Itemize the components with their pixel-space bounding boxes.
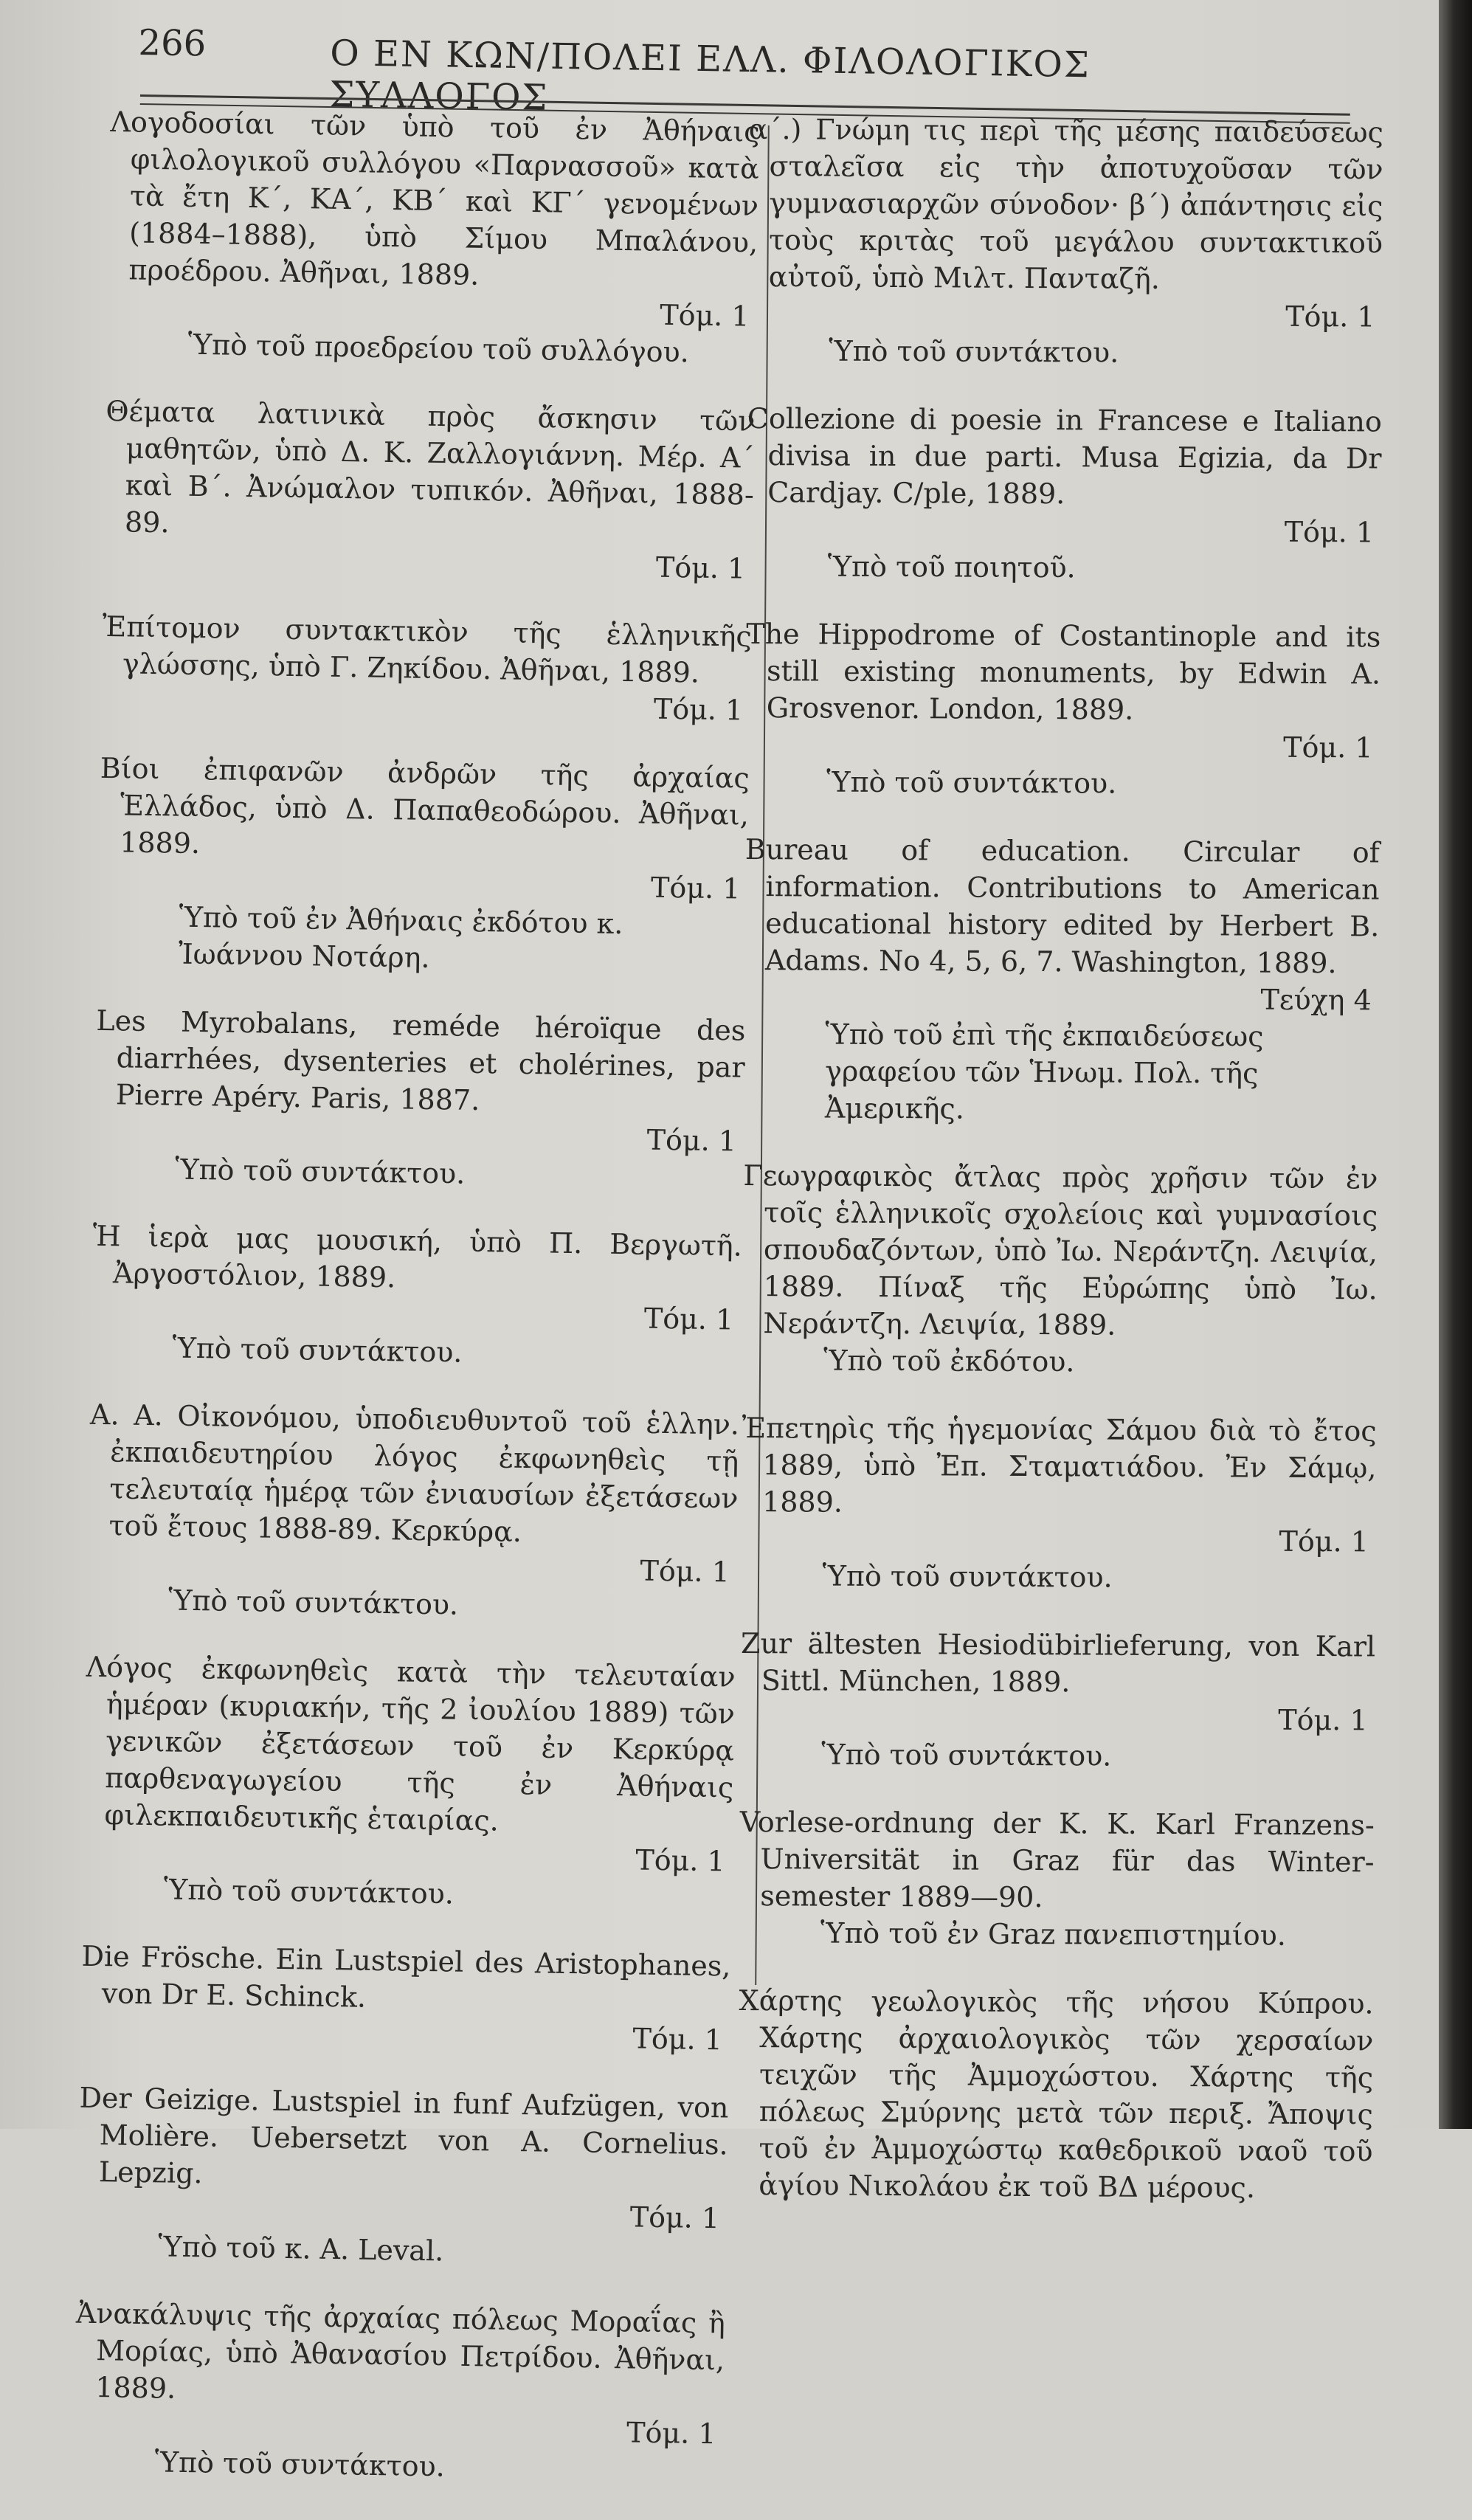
running-title: Ο ΕΝ ΚΩΝ/ΠΟΛΕΙ ΕΛΛ. ΦΙΛΟΛΟΓΙΚΟΣ ΣΥΛΛΟΓΟΣ	[329, 32, 1091, 119]
volume-count: Τόμ. 1	[1285, 300, 1375, 334]
catalog-entry	[97, 750, 750, 981]
volume-count: Τόμ. 1	[626, 2416, 716, 2451]
entry-text: Les Myrobalans, reméde héroïque des diarrhées, dysenteries et cholérines, par Pierre Apéry. Paris, 1887.	[96, 1004, 746, 1117]
right-column	[738, 111, 1383, 2237]
volume-count: Τόμ. 1	[650, 871, 741, 905]
catalog-entry	[741, 1409, 1376, 1597]
catalog-entry	[73, 2295, 725, 2490]
catalog-entry	[744, 831, 1380, 1129]
entry-text: Der Geizige. Lustspiel in funf Aufzügen, von Molière. Uebersetzt von A. Cornelius. Lepzig.	[79, 2081, 729, 2190]
entry-text: Λόγος ἐκφωνηθεὶς κατὰ τὴν τελευταίαν ἡμέραν (κυριακήν, τῆς 2 ἰουλίου 1889) τῶν γενικῶν ἐξετάσεων τοῦ ἐν Κερκύρᾳ παρθεναγωγείου τῆς ἐν Ἀθήναις φιλεκπαιδευτικῆς ἑταιρίας.	[86, 1650, 736, 1837]
donor-line: Ὑπὸ τοῦ προεδρείου τοῦ συλλόγου.	[187, 328, 690, 369]
entry-text: α΄.) Γνώμη τις περὶ τῆς μέσης παιδεύσεως σταλεῖσα εἰς τὴν ἀποτυχοῦσαν τῶν γυμνασιαρχῶν σύνοδον· β΄) ἀπάντησις εἰς τοὺς κριτὰς τοῦ μεγάλου συντακτικοῦ αὐτοῦ, ὑπὸ Μιλτ. Πανταζῆ.	[748, 112, 1383, 295]
donor-line: Ὑπὸ τοῦ ἐπὶ τῆς ἐκπαιδεύσεως γραφείου τῶν Ἡνωμ. Πολ. τῆς Ἀμερικῆς.	[824, 1018, 1264, 1125]
entry-text: Βίοι ἐπιφανῶν ἀνδρῶν τῆς ἀρχαίας Ἑλλάδος, ὑπὸ Δ. Παπαθεοδώρου. Ἀθῆναι, 1889.	[100, 751, 750, 860]
donor-line: Ὑπὸ τοῦ ἐν Ἀθήναις ἐκδότου κ. Ἰωάννου Νοτάρη.	[178, 900, 623, 974]
catalog-entry	[94, 1002, 746, 1197]
volume-count: Τεύχη 4	[1260, 983, 1372, 1017]
book-spine-shadow	[1439, 0, 1472, 2129]
donor-line: Ὑπὸ τοῦ συντάκτου.	[822, 1559, 1113, 1594]
donor-line: Ὑπὸ τοῦ ἐν Graz πανεπιστημίου.	[820, 1916, 1287, 1952]
entry-text: Χάρτης γεωλογικὸς τῆς νήσου Κύπρου. Χάρτης ἀρχαιολογικὸς τῶν χερσαίων τειχῶν τῆς Ἀμμοχώστου. Χάρτης τῆς πόλεως Σμύρνης μετὰ τῶν περιξ. Ἄποψις τοῦ ἐν Ἀμμοχώστῳ καθεδρικοῦ ναοῦ τοῦ ἁγίου Νικολάου ἐκ τοῦ ΒΔ μέρους.	[739, 1984, 1374, 2204]
entry-text: Ἐπίτομον συντακτικὸν τῆς ἑλληνικῆς γλώσσης, ὑπὸ Γ. Ζηκίδου. Ἀθῆναι, 1889.	[102, 610, 753, 689]
donor-line: Ὑπὸ τοῦ ποιητοῦ.	[827, 550, 1076, 584]
catalog-entry	[83, 1649, 736, 1917]
catalog-entry	[87, 1396, 740, 1628]
entry-text: Die Frösche. Ein Lustspiel des Aristophanes, von Dr E. Schinck.	[81, 1939, 731, 2014]
entry-text: Bureau of education. Circular of information. Contributions to American educational history edited by Herbert B. Adams. No 4, 5, 6, 7. Washington, 1889.	[744, 832, 1380, 980]
catalog-entry	[739, 1803, 1375, 1955]
entry-text: Ἐπετηρὶς τῆς ἡγεμονίας Σάμου διὰ τὸ ἔτος 1889, ὑπὸ Ἐπ. Σταματιάδου. Ἐν Σάμῳ, 1889.	[742, 1411, 1377, 1519]
volume-count: Τόμ. 1	[646, 1123, 737, 1158]
entry-text: Zur ältesten Hesiodübirlieferung, von Karl Sittl. München, 1889.	[741, 1626, 1376, 1699]
catalog-entry	[740, 1625, 1375, 1776]
entry-text: Ἡ ἱερὰ μας μουσική, ὑπὸ Π. Βεργωτῆ. Ἀργοστόλιον, 1889.	[92, 1219, 743, 1294]
volume-count: Τόμ. 1	[629, 2200, 720, 2235]
volume-count: Τόμ. 1	[643, 1302, 734, 1336]
entry-text: Collezione di poesie in Francese e Italiano divisa in due parti. Musa Egizia, da Dr Cardjay. C/ple, 1889.	[747, 401, 1382, 511]
volume-count: Τόμ. 1	[640, 1554, 730, 1589]
page-number: 266	[138, 22, 207, 65]
volume-count: Τόμ. 1	[1283, 731, 1373, 764]
catalog-entry	[747, 400, 1382, 587]
entry-text: Ἀνακάλυψις τῆς ἀρχαίας πόλεως Μοραΐας ἢ Μορίας, ὑπὸ Ἀθανασίου Πετρίδου. Ἀθῆναι, 1889.	[75, 2296, 726, 2405]
entry-text: Λογοδοσίαι τῶν ὑπὸ τοῦ ἐν Ἀθήναις φιλολογικοῦ συλλόγου «Παρνασσοῦ» κατὰ τὰ ἔτη Κ΄, ΚΑ΄, ΚΒ΄ καὶ ΚΓ΄ γενομένων (1884–1888), ὑπὸ Σίμου Μπαλάνου, προέδρου. Ἀθῆναι, 1889.	[110, 105, 760, 291]
left-column	[73, 103, 760, 2520]
catalog-entry	[103, 393, 756, 587]
entry-text: Θέματα λατινικὰ πρὸς ἄσκησιν τῶν μαθητῶν, ὑπὸ Δ. Κ. Ζαλλογιάννη. Μέρ. Α΄ καὶ Β΄. Ἀνώμαλον τυπικόν. Ἀθῆναι, 1888-89.	[106, 394, 756, 539]
catalog-entry	[91, 1218, 742, 1375]
volume-count: Τόμ. 1	[635, 1843, 726, 1878]
volume-count: Τόμ. 1	[655, 550, 746, 585]
donor-line: Ὑπὸ τοῦ συντάκτου.	[174, 1153, 466, 1190]
donor-line: Ὑπὸ τοῦ συντάκτου.	[826, 765, 1117, 800]
catalog-entry	[101, 608, 752, 729]
entry-text: The Hippodrome of Costantinople and its still existing monuments, by Edwin A. Grosvenor. London, 1889.	[746, 617, 1381, 726]
catalog-entry	[738, 1982, 1374, 2206]
catalog-entry	[80, 1938, 731, 2059]
donor-line: Ὑπὸ τοῦ συντάκτου.	[821, 1738, 1112, 1772]
donor-line: Ὑπὸ τοῦ συντάκτου.	[829, 334, 1119, 369]
catalog-entry	[742, 1157, 1378, 1381]
catalog-entry	[745, 615, 1381, 803]
volume-count: Τόμ. 1	[1279, 1525, 1369, 1558]
entry-text: Vorlese-ordnung der K. K. Karl Franzens-Universität in Graz für das Winter-semester 1889—90.	[739, 1805, 1375, 1914]
donor-line: Ὑπὸ τοῦ συντάκτου.	[163, 1873, 455, 1910]
volume-count: Τόμ. 1	[653, 692, 744, 727]
volume-count: Τόμ. 1	[1278, 1703, 1368, 1737]
donor-line: Ὑπὸ τοῦ κ. A. Leval.	[158, 2230, 444, 2268]
donor-line: Ὑπὸ τοῦ ἐκδότου.	[823, 1344, 1075, 1378]
catalog-entry	[107, 103, 760, 372]
entry-text: Γεωγραφικὸς ἄτλας πρὸς χρῆσιν τῶν ἐν τοῖς ἑλληνικοῖς σχολείοις καὶ γυμνασίοις σπουδαζόντων, ὑπὸ Ἰω. Νεράντζη. Λειψία, 1889. Πίναξ τῆς Εὐρώπης ὑπὸ Ἰω. Νεράντζη. Λειψία, 1889.	[743, 1159, 1378, 1342]
donor-line: Ὑπὸ τοῦ συντάκτου.	[154, 2445, 446, 2483]
volume-count: Τόμ. 1	[1284, 515, 1375, 549]
catalog-entry	[747, 111, 1383, 372]
entry-text: Α. Α. Οἰκονόμου, ὑποδιευθυντοῦ τοῦ ἑλλην. ἐκπαιδευτηρίου λόγος ἐκφωνηθεὶς τῇ τελευταίᾳ ἡμέρᾳ τῶν ἐνιαυσίων ἐξετάσεων τοῦ ἔτους 1888-89. Κερκύρᾳ.	[89, 1398, 740, 1548]
volume-count: Τόμ. 1	[659, 298, 750, 333]
volume-count: Τόμ. 1	[632, 2022, 723, 2057]
donor-line: Ὑπὸ τοῦ συντάκτου.	[172, 1331, 463, 1369]
catalog-entry	[77, 2079, 729, 2274]
donor-line: Ὑπὸ τοῦ συντάκτου.	[167, 1584, 459, 1621]
